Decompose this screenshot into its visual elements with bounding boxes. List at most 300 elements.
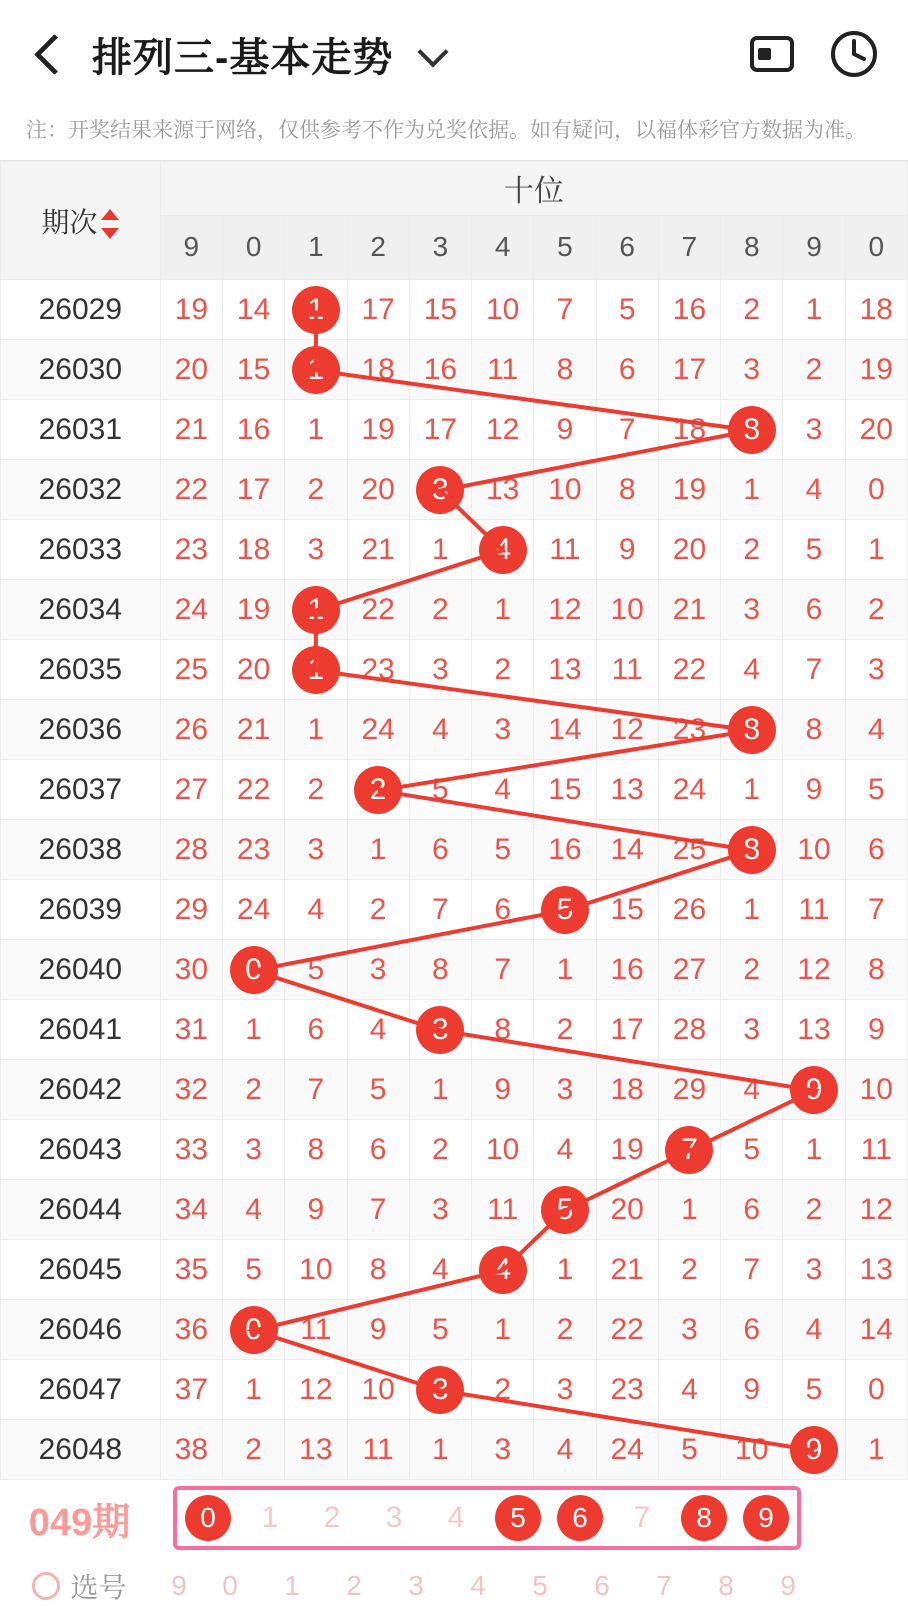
cell-8-9[interactable]: 1 [721,760,783,820]
cell-15-7[interactable]: 20 [596,1180,658,1240]
table-row[interactable] [1,760,908,820]
cell-11-9[interactable]: 2 [721,940,783,1000]
table-row[interactable] [1,400,908,460]
cell-5-9[interactable]: 3 [721,580,783,640]
column-header-10[interactable]: 9 [783,215,845,279]
cell-2-4[interactable]: 17 [409,400,471,460]
cell-1-5[interactable]: 11 [472,340,534,400]
cell-16-11[interactable]: 13 [845,1240,907,1300]
cell-2-9[interactable] [721,400,783,460]
cell-19-11[interactable]: 1 [845,1420,907,1480]
cell-17-4[interactable]: 5 [409,1300,471,1360]
pick-label-group[interactable] [0,1566,159,1606]
column-header-9[interactable]: 8 [721,215,783,279]
pick-cell-9[interactable]: 9 [780,1570,796,1601]
column-header-3[interactable]: 2 [347,215,409,279]
cell-15-9[interactable]: 6 [721,1180,783,1240]
table-row[interactable] [1,820,908,880]
selection-cell-1[interactable]: 1 [261,1501,279,1534]
back-chevron-icon[interactable] [26,32,70,76]
cell-4-2[interactable]: 3 [285,520,347,580]
cell-14-6[interactable]: 4 [534,1120,596,1180]
table-row[interactable] [1,1420,908,1480]
cell-7-7[interactable]: 12 [596,700,658,760]
cell-4-1[interactable]: 18 [222,520,284,580]
cell-2-2[interactable]: 1 [285,400,347,460]
cell-18-0[interactable]: 37 [160,1360,222,1420]
cell-2-0[interactable]: 21 [160,400,222,460]
cell-19-3[interactable]: 11 [347,1420,409,1480]
cell-1-2[interactable] [285,340,347,400]
cell-13-2[interactable]: 7 [285,1060,347,1120]
table-row[interactable] [1,1300,908,1360]
cell-17-7[interactable]: 22 [596,1300,658,1360]
cell-15-11[interactable]: 12 [845,1180,907,1240]
cell-8-0[interactable]: 27 [160,760,222,820]
cell-4-5[interactable] [472,520,534,580]
cell-1-7[interactable]: 6 [596,340,658,400]
selection-cell-6[interactable] [549,1495,611,1541]
cell-5-4[interactable]: 2 [409,580,471,640]
cell-10-7[interactable]: 15 [596,880,658,940]
cell-9-1[interactable]: 23 [222,820,284,880]
cell-2-6[interactable]: 9 [534,400,596,460]
cell-7-6[interactable]: 14 [534,700,596,760]
cell-1-4[interactable]: 16 [409,340,471,400]
cell-13-10[interactable] [783,1060,845,1120]
cell-9-3[interactable]: 1 [347,820,409,880]
cell-19-2[interactable]: 13 [285,1420,347,1480]
cell-6-2[interactable] [285,640,347,700]
cell-0-6[interactable]: 7 [534,280,596,340]
cell-11-7[interactable]: 16 [596,940,658,1000]
column-header-1[interactable]: 0 [222,215,284,279]
cell-12-11[interactable]: 9 [845,1000,907,1060]
cell-18-10[interactable]: 5 [783,1360,845,1420]
cell-19-0[interactable]: 38 [160,1420,222,1480]
cell-7-8[interactable]: 23 [658,700,720,760]
cell-16-1[interactable]: 5 [222,1240,284,1300]
cell-1-0[interactable]: 20 [160,340,222,400]
selection-cell-3[interactable]: 3 [385,1501,403,1534]
cell-18-7[interactable]: 23 [596,1360,658,1420]
cell-17-10[interactable]: 4 [783,1300,845,1360]
trend-table-wrapper[interactable] [0,160,908,1480]
cell-15-0[interactable]: 34 [160,1180,222,1240]
selection-cell-2[interactable]: 2 [323,1501,341,1534]
cell-17-0[interactable]: 36 [160,1300,222,1360]
column-header-8[interactable]: 7 [658,215,720,279]
cell-0-1[interactable]: 14 [222,280,284,340]
cell-12-6[interactable]: 2 [534,1000,596,1060]
cell-15-2[interactable]: 9 [285,1180,347,1240]
cell-9-8[interactable]: 25 [658,820,720,880]
cell-19-5[interactable]: 3 [472,1420,534,1480]
cell-13-4[interactable]: 1 [409,1060,471,1120]
cell-13-3[interactable]: 5 [347,1060,409,1120]
cell-7-3[interactable]: 24 [347,700,409,760]
cell-16-4[interactable]: 4 [409,1240,471,1300]
cell-0-4[interactable]: 15 [409,280,471,340]
cell-9-2[interactable]: 3 [285,820,347,880]
table-row[interactable] [1,340,908,400]
table-row[interactable] [1,700,908,760]
cell-13-1[interactable]: 2 [222,1060,284,1120]
cell-19-1[interactable]: 2 [222,1420,284,1480]
cell-5-11[interactable]: 2 [845,580,907,640]
cell-3-7[interactable]: 8 [596,460,658,520]
cell-3-5[interactable]: 13 [472,460,534,520]
cell-19-8[interactable]: 5 [658,1420,720,1480]
cell-3-8[interactable]: 19 [658,460,720,520]
cell-11-0[interactable]: 30 [160,940,222,1000]
cell-17-8[interactable]: 3 [658,1300,720,1360]
table-row[interactable] [1,280,908,340]
cell-8-1[interactable]: 22 [222,760,284,820]
cell-1-1[interactable]: 15 [222,340,284,400]
cell-14-10[interactable]: 1 [783,1120,845,1180]
cell-5-8[interactable]: 21 [658,580,720,640]
table-row[interactable] [1,1120,908,1180]
cell-16-3[interactable]: 8 [347,1240,409,1300]
cell-3-4[interactable] [409,460,471,520]
cell-12-0[interactable]: 31 [160,1000,222,1060]
cell-3-0[interactable]: 22 [160,460,222,520]
cell-4-3[interactable]: 21 [347,520,409,580]
pick-row[interactable] [0,1556,908,1616]
cell-7-11[interactable]: 4 [845,700,907,760]
cell-6-1[interactable]: 20 [222,640,284,700]
cell-1-9[interactable]: 3 [721,340,783,400]
cell-0-9[interactable]: 2 [721,280,783,340]
cell-12-2[interactable]: 6 [285,1000,347,1060]
cell-12-10[interactable]: 13 [783,1000,845,1060]
pick-cell-3[interactable]: 3 [408,1570,424,1601]
cell-12-4[interactable] [409,1000,471,1060]
cell-8-4[interactable]: 5 [409,760,471,820]
pick-cell-edge[interactable]: 9 [171,1570,187,1601]
cell-15-4[interactable]: 3 [409,1180,471,1240]
chevron-down-icon[interactable] [419,39,449,69]
cell-7-4[interactable]: 4 [409,700,471,760]
cell-18-8[interactable]: 4 [658,1360,720,1420]
cell-1-10[interactable]: 2 [783,340,845,400]
cell-6-11[interactable]: 3 [845,640,907,700]
cell-2-11[interactable]: 20 [845,400,907,460]
cell-19-10[interactable] [783,1420,845,1480]
table-row[interactable] [1,1360,908,1420]
cell-5-5[interactable]: 1 [472,580,534,640]
cell-12-7[interactable]: 17 [596,1000,658,1060]
cell-14-1[interactable]: 3 [222,1120,284,1180]
cell-12-8[interactable]: 28 [658,1000,720,1060]
cell-1-11[interactable]: 19 [845,340,907,400]
cell-10-6[interactable] [534,880,596,940]
cell-14-7[interactable]: 19 [596,1120,658,1180]
compare-view-icon[interactable] [744,26,800,82]
cell-10-0[interactable]: 29 [160,880,222,940]
cell-19-9[interactable]: 10 [721,1420,783,1480]
table-row[interactable] [1,880,908,940]
pick-cell-6[interactable]: 6 [594,1570,610,1601]
cell-2-7[interactable]: 7 [596,400,658,460]
cell-14-9[interactable]: 5 [721,1120,783,1180]
cell-10-2[interactable]: 4 [285,880,347,940]
cell-14-8[interactable] [658,1120,720,1180]
pick-cell-2[interactable]: 2 [346,1570,362,1601]
cell-11-4[interactable]: 8 [409,940,471,1000]
sort-arrows-icon[interactable] [101,209,119,239]
cell-12-9[interactable]: 3 [721,1000,783,1060]
cell-4-0[interactable]: 23 [160,520,222,580]
cell-16-5[interactable] [472,1240,534,1300]
column-header-5[interactable]: 4 [472,215,534,279]
cell-10-10[interactable]: 11 [783,880,845,940]
cell-8-11[interactable]: 5 [845,760,907,820]
cell-19-6[interactable]: 4 [534,1420,596,1480]
column-header-period[interactable] [1,162,161,280]
cell-4-10[interactable]: 5 [783,520,845,580]
cell-8-7[interactable]: 13 [596,760,658,820]
cell-16-9[interactable]: 7 [721,1240,783,1300]
pick-cells[interactable] [199,1570,819,1602]
cell-9-10[interactable]: 10 [783,820,845,880]
cell-0-8[interactable]: 16 [658,280,720,340]
cell-5-1[interactable]: 19 [222,580,284,640]
cell-16-10[interactable]: 3 [783,1240,845,1300]
column-header-4[interactable]: 3 [409,215,471,279]
cell-6-9[interactable]: 4 [721,640,783,700]
table-row[interactable] [1,460,908,520]
cell-8-10[interactable]: 9 [783,760,845,820]
cell-15-3[interactable]: 7 [347,1180,409,1240]
cell-5-6[interactable]: 12 [534,580,596,640]
column-header-2[interactable]: 1 [285,215,347,279]
selection-cell-9[interactable] [735,1495,797,1541]
cell-8-5[interactable]: 4 [472,760,534,820]
cell-16-8[interactable]: 2 [658,1240,720,1300]
cell-12-5[interactable]: 8 [472,1000,534,1060]
cell-1-3[interactable]: 18 [347,340,409,400]
cell-2-3[interactable]: 19 [347,400,409,460]
cell-9-6[interactable]: 16 [534,820,596,880]
cell-8-2[interactable]: 2 [285,760,347,820]
cell-6-7[interactable]: 11 [596,640,658,700]
cell-1-8[interactable]: 17 [658,340,720,400]
cell-2-5[interactable]: 12 [472,400,534,460]
cell-4-9[interactable]: 2 [721,520,783,580]
cell-7-0[interactable]: 26 [160,700,222,760]
pick-cell-7[interactable]: 7 [656,1570,672,1601]
cell-8-6[interactable]: 15 [534,760,596,820]
cell-11-3[interactable]: 3 [347,940,409,1000]
cell-17-6[interactable]: 2 [534,1300,596,1360]
column-header-7[interactable]: 6 [596,215,658,279]
table-row[interactable] [1,640,908,700]
cell-2-1[interactable]: 16 [222,400,284,460]
cell-19-7[interactable]: 24 [596,1420,658,1480]
cell-11-5[interactable]: 7 [472,940,534,1000]
cell-10-3[interactable]: 2 [347,880,409,940]
cell-16-0[interactable]: 35 [160,1240,222,1300]
cell-0-2[interactable] [285,280,347,340]
cell-9-4[interactable]: 6 [409,820,471,880]
cell-18-3[interactable]: 10 [347,1360,409,1420]
cell-7-1[interactable]: 21 [222,700,284,760]
cell-15-1[interactable]: 4 [222,1180,284,1240]
cell-6-6[interactable]: 13 [534,640,596,700]
cell-12-3[interactable]: 4 [347,1000,409,1060]
cell-5-3[interactable]: 22 [347,580,409,640]
cell-0-11[interactable]: 18 [845,280,907,340]
cell-4-8[interactable]: 20 [658,520,720,580]
selection-cell-8[interactable] [673,1495,735,1541]
table-row[interactable] [1,520,908,580]
cell-18-9[interactable]: 9 [721,1360,783,1420]
table-row[interactable] [1,1240,908,1300]
cell-10-11[interactable]: 7 [845,880,907,940]
cell-9-9[interactable] [721,820,783,880]
cell-11-11[interactable]: 8 [845,940,907,1000]
cell-18-11[interactable]: 0 [845,1360,907,1420]
cell-10-1[interactable]: 24 [222,880,284,940]
cell-7-5[interactable]: 3 [472,700,534,760]
cell-17-2[interactable]: 11 [285,1300,347,1360]
cell-18-2[interactable]: 12 [285,1360,347,1420]
cell-4-11[interactable]: 1 [845,520,907,580]
cell-19-4[interactable]: 1 [409,1420,471,1480]
cell-0-10[interactable]: 1 [783,280,845,340]
cell-12-1[interactable]: 1 [222,1000,284,1060]
cell-11-10[interactable]: 12 [783,940,845,1000]
cell-4-6[interactable]: 11 [534,520,596,580]
pick-cell-0[interactable]: 0 [222,1570,238,1601]
cell-13-5[interactable]: 9 [472,1060,534,1120]
cell-11-2[interactable]: 5 [285,940,347,1000]
cell-16-6[interactable]: 1 [534,1240,596,1300]
selection-cell-7[interactable]: 7 [633,1501,651,1534]
cell-6-4[interactable]: 3 [409,640,471,700]
cell-4-7[interactable]: 9 [596,520,658,580]
selection-cell-5[interactable] [487,1495,549,1541]
cell-3-9[interactable]: 1 [721,460,783,520]
cell-10-8[interactable]: 26 [658,880,720,940]
cell-3-1[interactable]: 17 [222,460,284,520]
column-header-11[interactable]: 0 [845,215,907,279]
cell-7-9[interactable] [721,700,783,760]
cell-3-2[interactable]: 2 [285,460,347,520]
cell-13-11[interactable]: 10 [845,1060,907,1120]
cell-2-10[interactable]: 3 [783,400,845,460]
cell-14-4[interactable]: 2 [409,1120,471,1180]
cell-15-6[interactable] [534,1180,596,1240]
cell-17-3[interactable]: 9 [347,1300,409,1360]
table-row[interactable] [1,1000,908,1060]
cell-18-5[interactable]: 2 [472,1360,534,1420]
cell-11-8[interactable]: 27 [658,940,720,1000]
cell-13-7[interactable]: 18 [596,1060,658,1120]
cell-14-0[interactable]: 33 [160,1120,222,1180]
cell-13-9[interactable]: 4 [721,1060,783,1120]
cell-5-7[interactable]: 10 [596,580,658,640]
cell-18-1[interactable]: 1 [222,1360,284,1420]
table-row[interactable] [1,1180,908,1240]
cell-7-10[interactable]: 8 [783,700,845,760]
cell-10-5[interactable]: 6 [472,880,534,940]
cell-3-3[interactable]: 20 [347,460,409,520]
cell-9-0[interactable]: 28 [160,820,222,880]
cell-6-0[interactable]: 25 [160,640,222,700]
cell-1-6[interactable]: 8 [534,340,596,400]
cell-18-6[interactable]: 3 [534,1360,596,1420]
table-row[interactable] [1,1060,908,1120]
cell-2-8[interactable]: 18 [658,400,720,460]
pick-cell-5[interactable]: 5 [532,1570,548,1601]
cell-14-5[interactable]: 10 [472,1120,534,1180]
cell-9-7[interactable]: 14 [596,820,658,880]
cell-8-8[interactable]: 24 [658,760,720,820]
cell-11-1[interactable] [222,940,284,1000]
cell-17-11[interactable]: 14 [845,1300,907,1360]
cell-5-10[interactable]: 6 [783,580,845,640]
cell-17-9[interactable]: 6 [721,1300,783,1360]
cell-13-6[interactable]: 3 [534,1060,596,1120]
cell-6-8[interactable]: 22 [658,640,720,700]
cell-15-10[interactable]: 2 [783,1180,845,1240]
cell-8-3[interactable] [347,760,409,820]
selection-cell-4[interactable]: 4 [447,1501,465,1534]
cell-13-8[interactable]: 29 [658,1060,720,1120]
cell-0-3[interactable]: 17 [347,280,409,340]
cell-6-3[interactable]: 23 [347,640,409,700]
cell-6-10[interactable]: 7 [783,640,845,700]
cell-5-0[interactable]: 24 [160,580,222,640]
pick-cell-4[interactable]: 4 [470,1570,486,1601]
cell-3-6[interactable]: 10 [534,460,596,520]
cell-7-2[interactable]: 1 [285,700,347,760]
cell-0-0[interactable]: 19 [160,280,222,340]
cell-16-7[interactable]: 21 [596,1240,658,1300]
selection-box[interactable] [173,1486,801,1550]
table-row[interactable] [1,940,908,1000]
column-header-6[interactable]: 5 [534,215,596,279]
cell-3-11[interactable]: 0 [845,460,907,520]
cell-15-5[interactable]: 11 [472,1180,534,1240]
cell-16-2[interactable]: 10 [285,1240,347,1300]
table-row[interactable] [1,580,908,640]
cell-14-11[interactable]: 11 [845,1120,907,1180]
pick-cell-1[interactable]: 1 [284,1570,300,1601]
cell-9-5[interactable]: 5 [472,820,534,880]
cell-17-1[interactable] [222,1300,284,1360]
cell-18-4[interactable] [409,1360,471,1420]
column-header-0[interactable]: 9 [160,215,222,279]
pick-cell-8[interactable]: 8 [718,1570,734,1601]
cell-14-2[interactable]: 8 [285,1120,347,1180]
cell-4-4[interactable]: 1 [409,520,471,580]
cell-10-9[interactable]: 1 [721,880,783,940]
selection-cell-0[interactable] [177,1495,239,1541]
history-clock-icon[interactable] [826,26,882,82]
cell-0-5[interactable]: 10 [472,280,534,340]
cell-15-8[interactable]: 1 [658,1180,720,1240]
cell-11-6[interactable]: 1 [534,940,596,1000]
cell-0-7[interactable]: 5 [596,280,658,340]
cell-9-11[interactable]: 6 [845,820,907,880]
cell-5-2[interactable] [285,580,347,640]
cell-6-5[interactable]: 2 [472,640,534,700]
cell-17-5[interactable]: 1 [472,1300,534,1360]
